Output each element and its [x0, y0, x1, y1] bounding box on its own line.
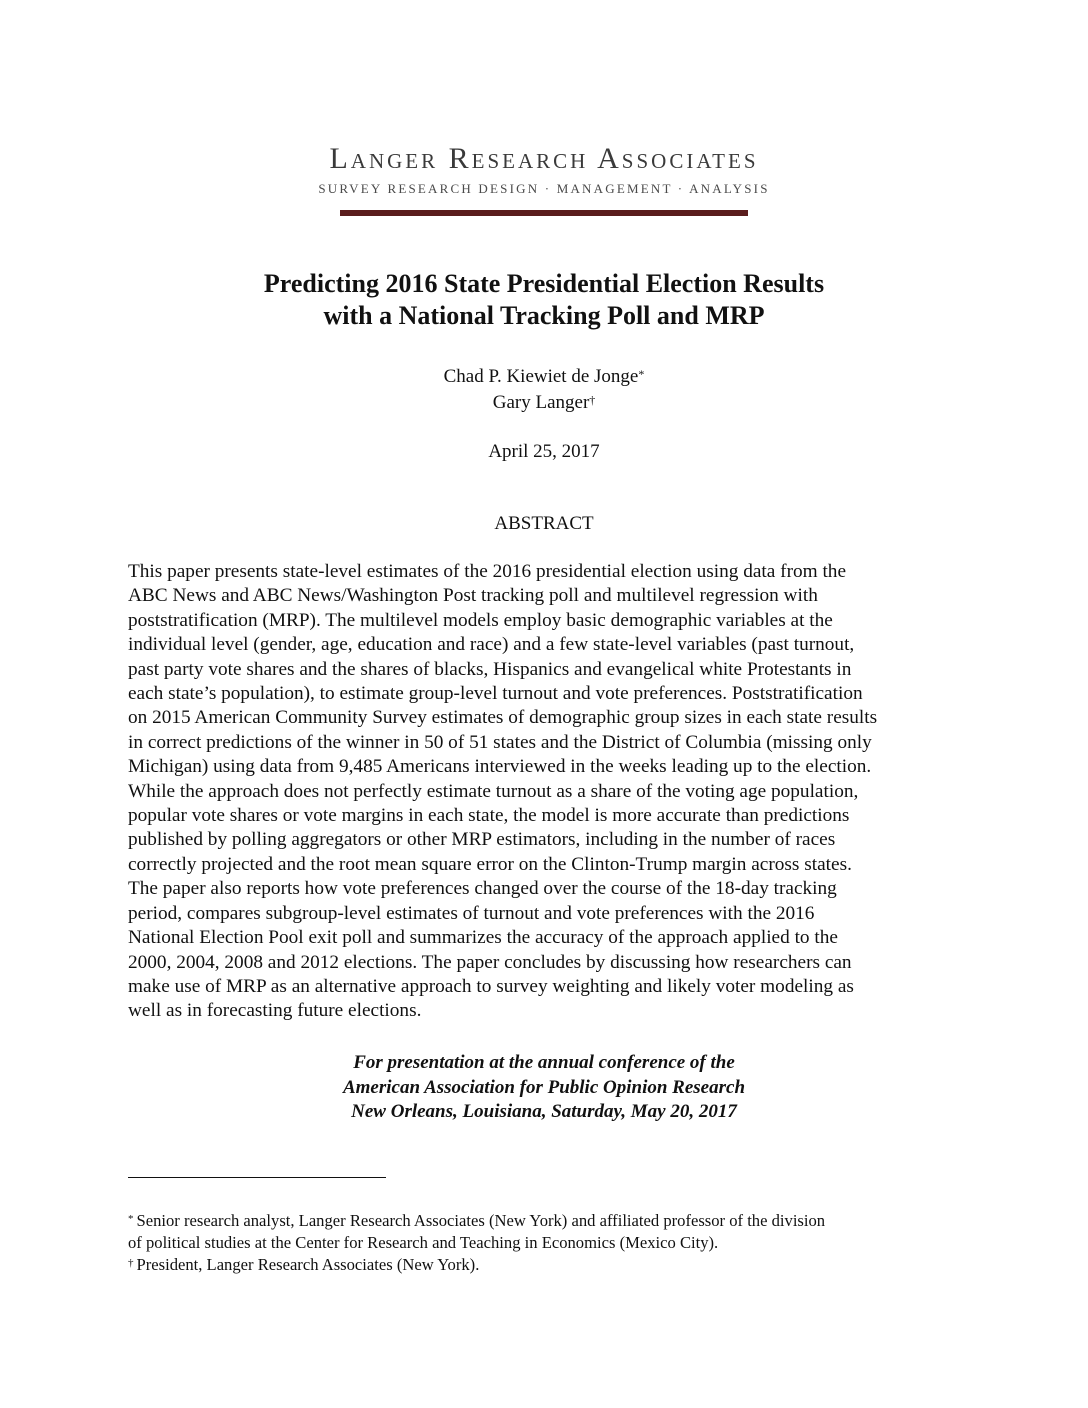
abstract-line: period, compares subgroup-level estimates of turnout and vote preferences with the 2016	[128, 902, 815, 924]
abstract-line: published by polling aggregators or other MRP estimators, including in the number of races	[128, 829, 836, 851]
abstract-line: National Election Pool exit poll and summarizes the accuracy of the approach applied to the	[128, 927, 838, 949]
author-footnote-mark: *	[638, 367, 645, 381]
footnote-text: President, Langer Research Associates (New York).	[136, 1255, 480, 1274]
abstract-line: The paper also reports how vote preferences changed over the course of the 18-day tracking	[128, 878, 837, 900]
footnote-text: Senior research analyst, Langer Research Associates (New York) and affiliated professor of the division	[136, 1211, 826, 1230]
paper-title	[0, 268, 1088, 332]
presentation-line-2: American Association for Public Opinion Research	[342, 1076, 746, 1098]
author-2	[0, 390, 1088, 416]
footnote-mark: *	[128, 1213, 134, 1225]
footnote-mark: †	[128, 1257, 134, 1269]
abstract-line: ABC News and ABC News/Washington Post tracking poll and multilevel regression with	[128, 585, 818, 607]
footnote-1	[128, 1210, 968, 1232]
title-line-1: Predicting 2016 State Presidential Election Results	[263, 269, 825, 298]
footnote-2	[128, 1254, 968, 1276]
paper-date: April 25, 2017	[488, 441, 600, 462]
footnote-1-continued: of political studies at the Center for Research and Teaching in Economics (Mexico City).	[128, 1233, 719, 1252]
abstract-heading: ABSTRACT	[494, 513, 594, 534]
presentation-line-3: New Orleans, Louisiana, Saturday, May 20, 2017	[351, 1101, 737, 1122]
title-line-2: with a National Tracking Poll and MRP	[323, 301, 765, 330]
author-name: Chad P. Kiewiet de Jonge	[443, 366, 639, 387]
abstract-line: individual level (gender, age, education and race) and a few state-level variables (past turnout,	[128, 634, 855, 656]
abstract-line: 2000, 2004, 2008 and 2012 elections. The paper concludes by discussing how researchers can	[128, 951, 852, 973]
abstract-line: This paper presents state-level estimates of the 2016 presidential election using data from the	[128, 561, 847, 582]
logo	[318, 140, 769, 216]
logo-header	[0, 140, 1088, 216]
logo-bar	[340, 210, 748, 216]
abstract-body	[128, 560, 968, 1024]
author-footnote-mark: †	[589, 393, 596, 407]
footnote-divider	[128, 1177, 386, 1178]
abstract-line: well as in forecasting future elections.	[128, 1000, 422, 1022]
abstract-line: correctly projected and the root mean square error on the Clinton-Trump margin across states.	[128, 853, 852, 875]
abstract-line: popular vote shares or vote margins in each state, the model is more accurate than predictions	[128, 805, 850, 827]
abstract-line: make use of MRP as an alternative approach to survey weighting and likely voter modeling as	[128, 975, 854, 997]
presentation-line-1: For presentation at the annual conference of the	[353, 1052, 735, 1073]
abstract-line: While the approach does not perfectly estimate turnout as a share of the voting age population,	[128, 780, 859, 802]
author-1	[0, 364, 1088, 390]
author-list	[0, 364, 1088, 416]
presentation-note	[0, 1051, 1088, 1125]
abstract-line: on 2015 American Community Survey estimates of demographic group sizes in each state results	[128, 707, 878, 729]
footnotes	[128, 1210, 968, 1276]
author-name: Gary Langer	[492, 392, 590, 413]
logo-tagline: SURVEY RESEARCH DESIGN · MANAGEMENT · ANALYSIS	[318, 181, 770, 196]
abstract-line: each state’s population), to estimate group-level turnout and vote preferences. Poststratification	[128, 683, 863, 705]
logo-name: Langer Research Associates	[329, 142, 759, 175]
abstract-line: in correct predictions of the winner in 50 of 51 states and the District of Columbia (missing only	[128, 731, 872, 753]
abstract-line: poststratification (MRP). The multilevel models employ basic demographic variables at the	[128, 609, 833, 631]
abstract-line: Michigan) using data from 9,485 Americans interviewed in the weeks leading up to the election.	[128, 756, 872, 778]
abstract-line: past party vote shares and the shares of blacks, Hispanics and evangelical white Protestants in	[128, 658, 852, 680]
